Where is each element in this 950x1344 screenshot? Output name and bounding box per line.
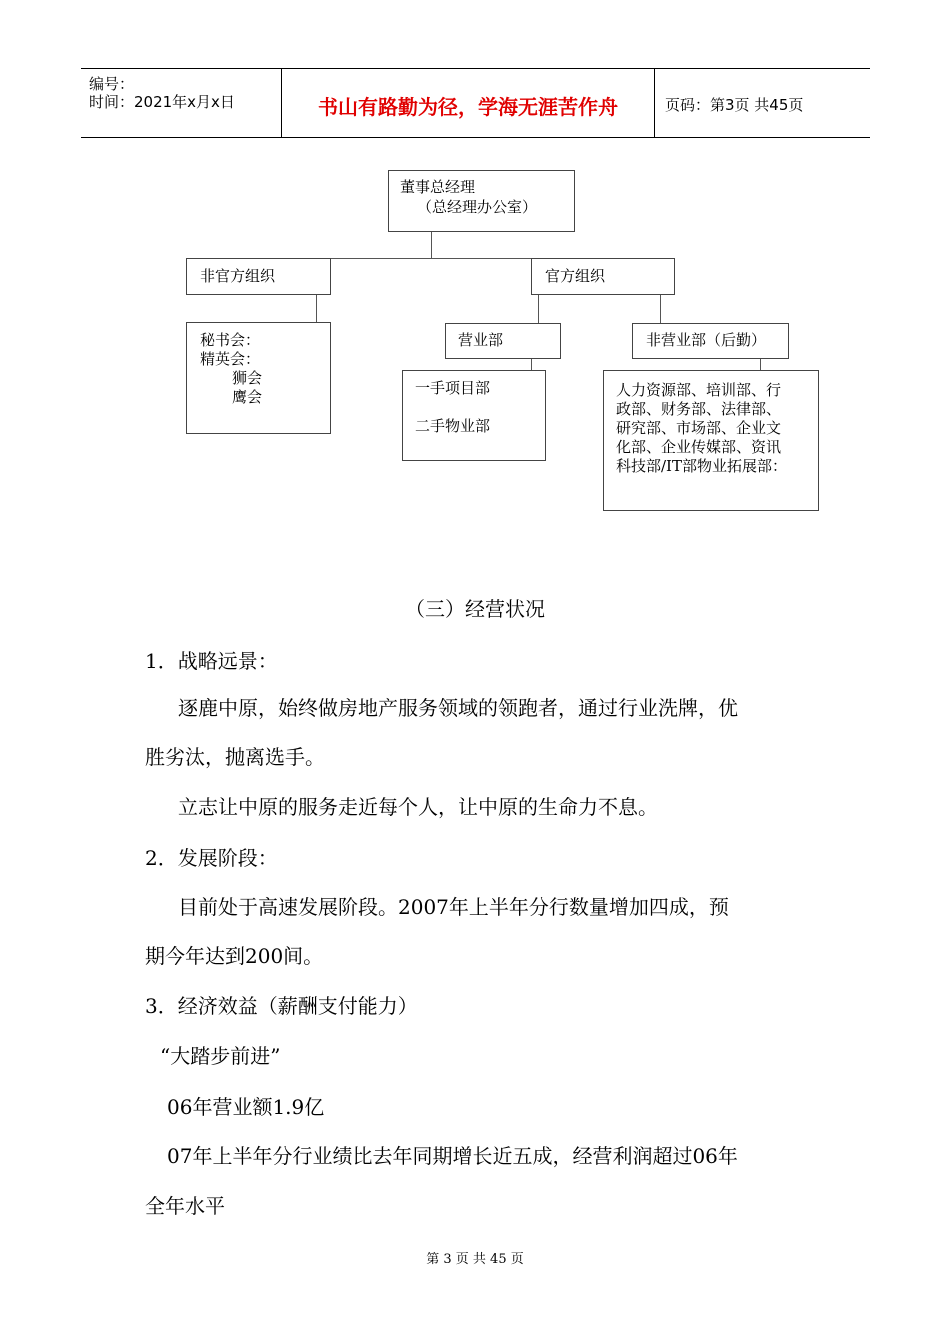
- connector-unofficial-down: [316, 295, 317, 322]
- org-box-nonbusiness: [632, 323, 789, 359]
- section-title: （三）经营状况: [405, 597, 545, 621]
- paragraph-strategy-2: 胜劣汰，抛离选手。: [145, 745, 325, 769]
- header-motto: 书山有路勤为径，学海无涯苦作舟: [318, 95, 618, 119]
- page-header: [81, 68, 870, 138]
- paragraph-revenue: 06年营业额1.9亿: [167, 1095, 325, 1119]
- org-item-elite: 精英会：: [200, 350, 261, 368]
- heading-stage: 2．发展阶段：: [145, 846, 278, 870]
- quote-progress: “大踏步前进”: [160, 1044, 281, 1068]
- org-unofficial-label: 非官方组织: [200, 267, 276, 285]
- org-box-unofficial-members: [186, 322, 331, 434]
- connector-business-down: [531, 359, 532, 370]
- heading-economic: 3．经济效益（薪酬支付能力）: [145, 994, 418, 1018]
- org-item-primary-projects: 一手项目部: [415, 379, 491, 397]
- org-nonbusiness-label: 非营业部（后勤）: [646, 331, 767, 349]
- paragraph-mission: 立志让中原的服务走近每个人，让中原的生命力不息。: [178, 795, 658, 819]
- paragraph-performance-2: 全年水平: [145, 1194, 225, 1218]
- org-item-eagle: 鹰会: [232, 388, 263, 406]
- org-box-nonbusiness-units: [603, 370, 819, 511]
- org-item-secondary-property: 二手物业部: [415, 417, 491, 435]
- org-ceo-title: 董事总经理: [400, 178, 476, 196]
- org-nonbusiness-line-1: 人力资源部、培训部、行: [616, 381, 782, 399]
- org-box-official: [531, 258, 675, 295]
- connector-official-down-left: [538, 295, 539, 323]
- org-item-secretary: 秘书会：: [200, 331, 261, 349]
- org-official-label: 官方组织: [545, 267, 606, 285]
- page-footer: 第 3 页 共 45 页: [426, 1252, 524, 1267]
- org-nonbusiness-line-5: 科技部/IT部物业拓展部：: [616, 457, 787, 475]
- connector-top-down: [431, 232, 432, 258]
- date-label: 时间：2021年x月x日: [89, 93, 235, 111]
- org-box-business: [445, 323, 561, 359]
- connector-nonbusiness-down: [760, 359, 761, 370]
- paragraph-strategy-1: 逐鹿中原，始终做房地产服务领域的领跑者，通过行业洗牌，优: [178, 696, 738, 720]
- header-right-cell: [655, 69, 870, 137]
- org-nonbusiness-line-4: 化部、企业传媒部、资讯: [616, 438, 782, 456]
- org-business-label: 营业部: [458, 331, 504, 349]
- org-box-ceo: [388, 170, 575, 232]
- header-middle-cell: [282, 69, 655, 137]
- org-box-unofficial: [186, 258, 331, 295]
- org-ceo-office: （总经理办公室）: [417, 198, 538, 216]
- org-box-business-units: [402, 370, 546, 461]
- paragraph-stage-2: 期今年达到200间。: [145, 944, 324, 968]
- org-item-lion: 狮会: [232, 369, 263, 387]
- org-nonbusiness-line-3: 研究部、市场部、企业文: [616, 419, 782, 437]
- paragraph-performance-1: 07年上半年分行业绩比去年同期增长近五成，经营利润超过06年: [167, 1144, 738, 1168]
- org-nonbusiness-line-2: 政部、财务部、法律部、: [616, 400, 782, 418]
- doc-number-label: 编号：: [89, 75, 135, 93]
- paragraph-stage-1: 目前处于高速发展阶段。2007年上半年分行数量增加四成，预: [178, 895, 729, 919]
- header-left-cell: [81, 69, 282, 137]
- header-page-info: 页码：第3页 共45页: [665, 96, 804, 114]
- heading-strategy: 1．战略远景：: [145, 649, 278, 673]
- connector-horizontal-main: [330, 258, 531, 259]
- connector-official-down-right: [660, 295, 661, 323]
